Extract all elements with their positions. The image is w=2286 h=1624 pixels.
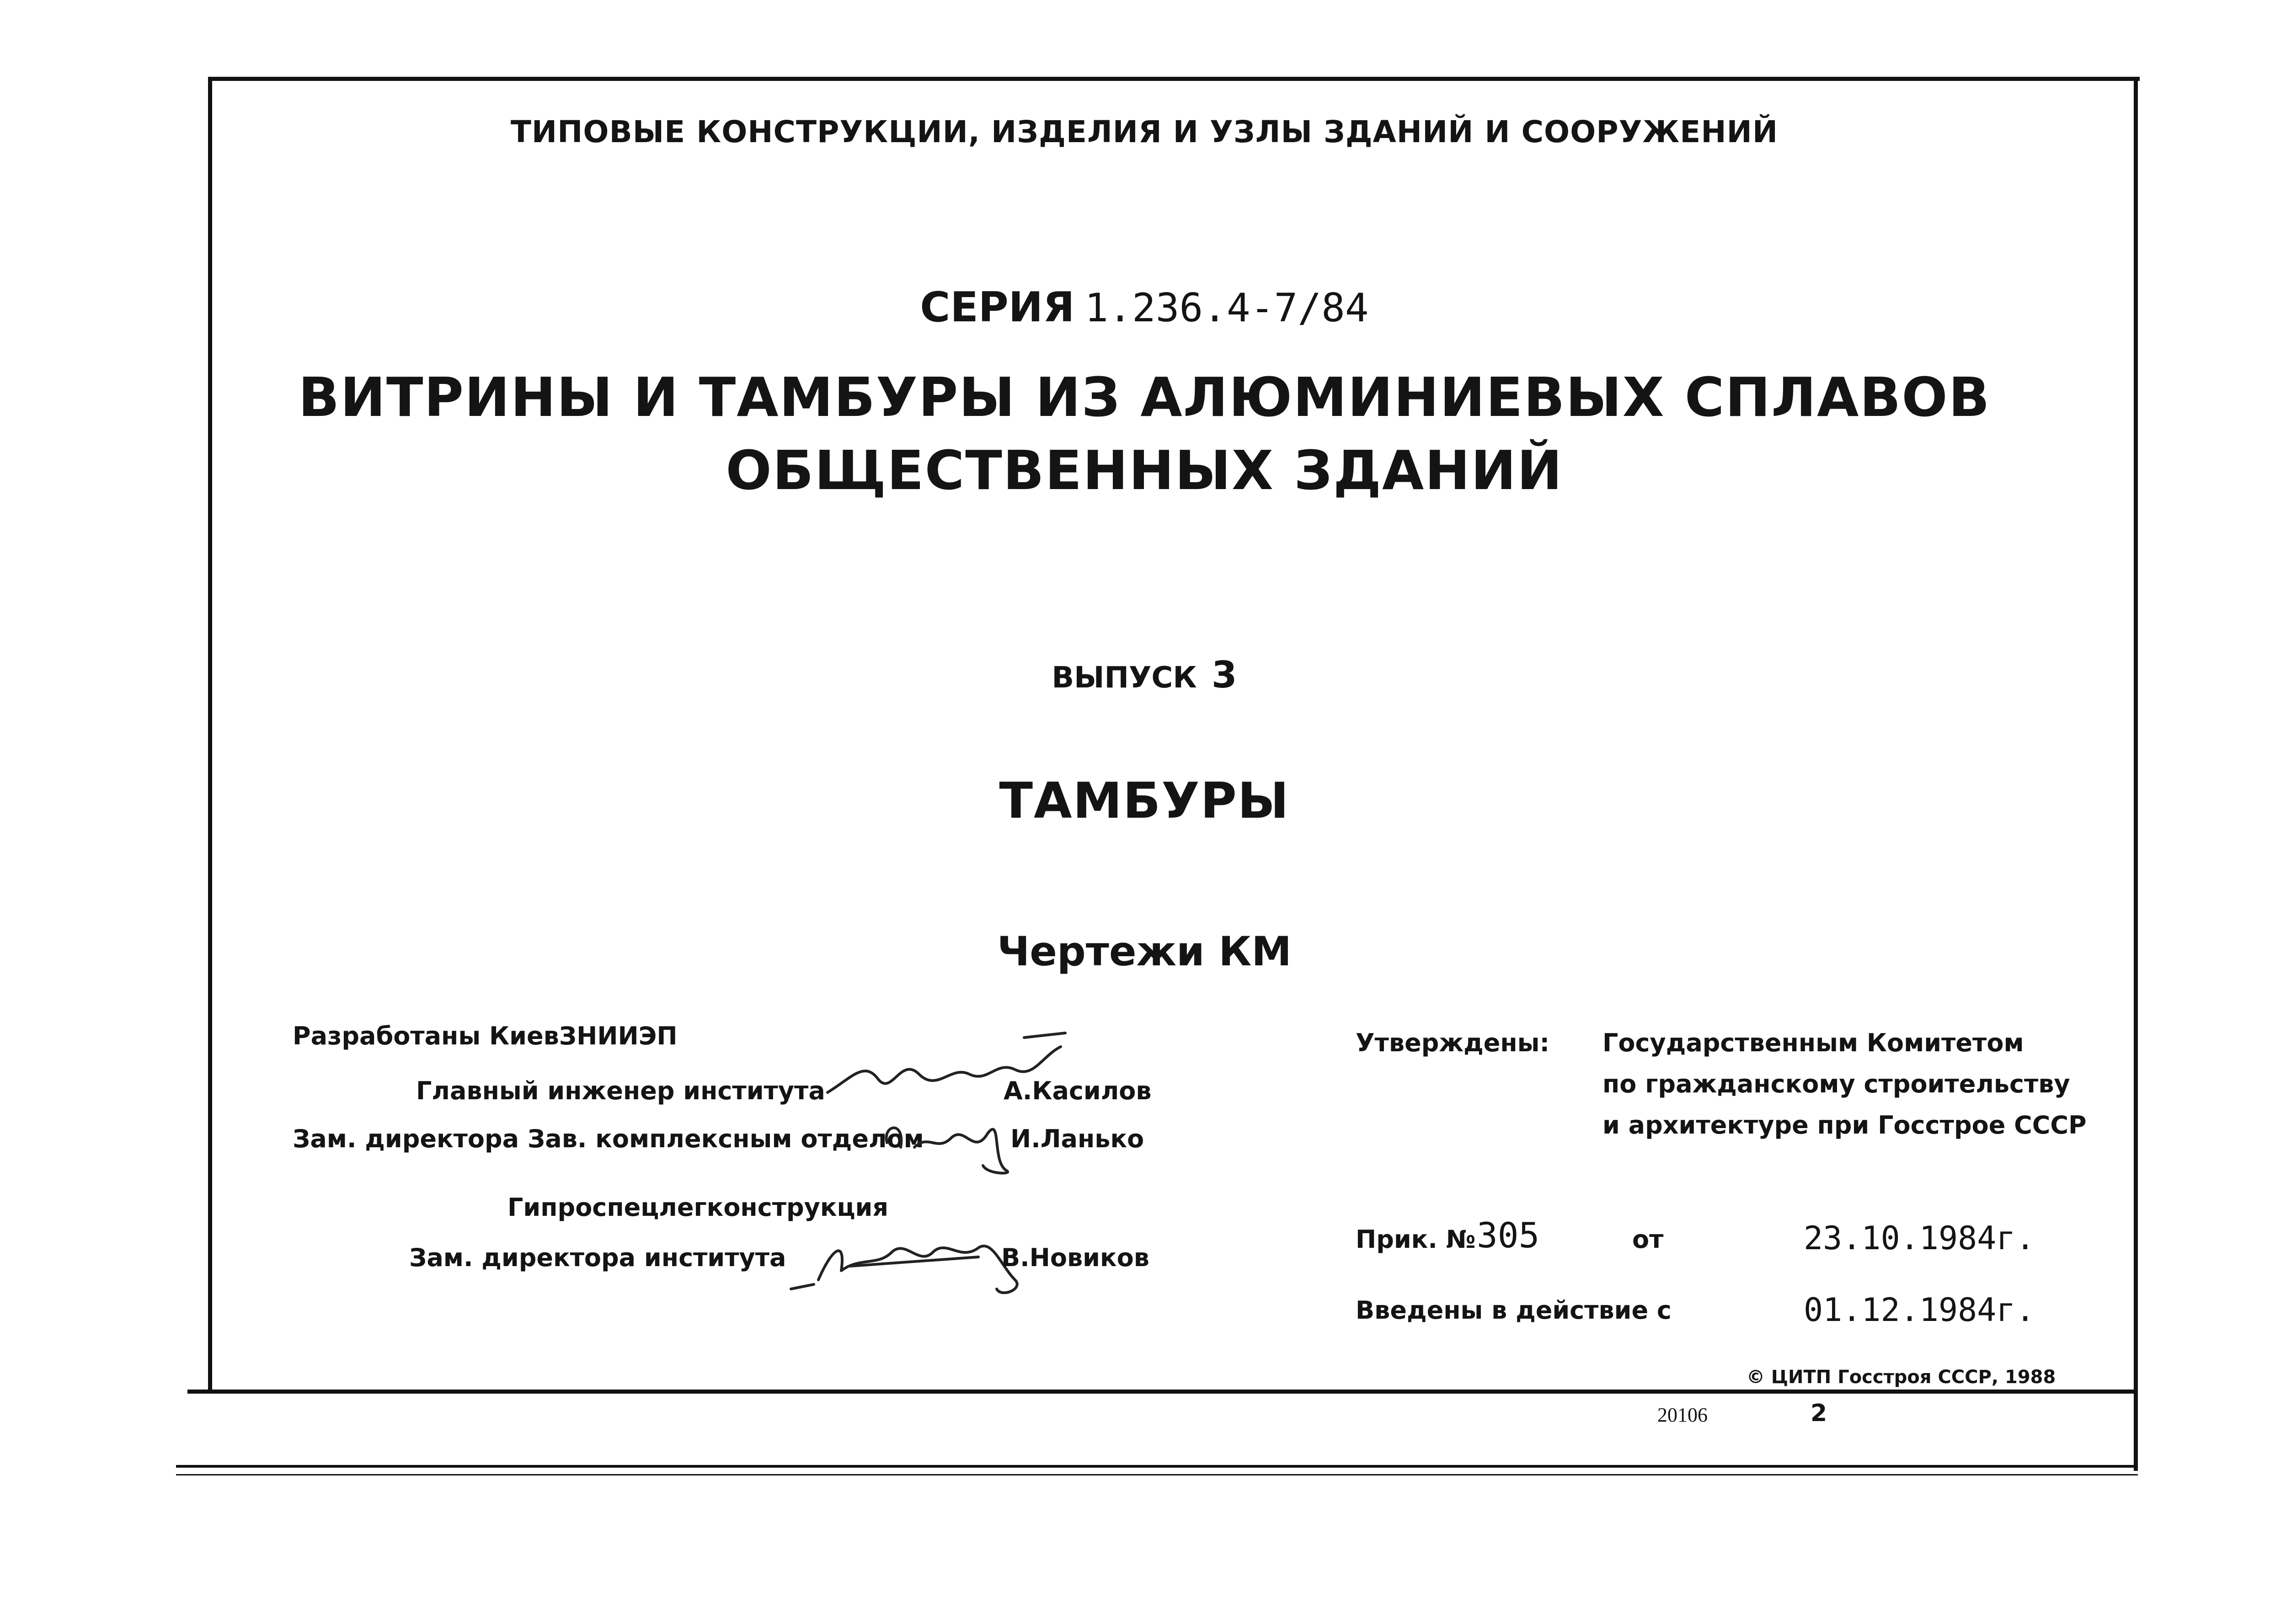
section-title: ТАМБУРЫ: [999, 772, 1290, 830]
effective-date: 01.12.1984г.: [1804, 1291, 2035, 1329]
title-line-2: ОБЩЕСТВЕННЫХ ЗДАНИЙ: [726, 439, 1563, 502]
chief-engineer-name: А.Касилов: [1004, 1076, 1152, 1105]
deputy-institute-role: Зам. директора института: [409, 1243, 786, 1272]
copyright: © ЦИТП Госстроя СССР, 1988: [1747, 1367, 2056, 1388]
order-from: от: [1632, 1225, 1664, 1254]
developed-org-2: Гипроспецлегконструкция: [507, 1193, 889, 1222]
effective-label: Введены в действие с: [1356, 1296, 1672, 1325]
deputy-institute-name: В.Новиков: [1001, 1243, 1149, 1272]
title-line-1: ВИТРИНЫ И ТАМБУРЫ ИЗ АЛЮМИНИЕВЫХ СПЛАВОВ: [298, 366, 1991, 429]
frame-bottom-line: [187, 1390, 2138, 1394]
order-number: 305: [1477, 1215, 1540, 1256]
developed-label: Разработаны: [293, 1022, 481, 1050]
order-label: Прик. №: [1356, 1225, 1476, 1254]
frame-top-line: [208, 77, 2140, 81]
issue-line: [0, 654, 2286, 696]
chief-engineer-role: Главный инженер института: [416, 1076, 825, 1105]
drawings-label: Чертежи КМ: [997, 928, 1292, 975]
deputy-role: Зам. директора Зав. комплексным отделом: [293, 1124, 924, 1153]
issue-label: ВЫПУСК: [1052, 661, 1197, 695]
series-line: [0, 283, 2286, 331]
issue-number: 3: [1211, 654, 1237, 696]
developed-org-1: КиевЗНИИЭП: [489, 1022, 678, 1050]
frame-left-line: [208, 77, 212, 1393]
order-date: 23.10.1984г.: [1804, 1219, 2035, 1257]
signature-lanko: [878, 1106, 1024, 1179]
top-heading: ТИПОВЫЕ КОНСТРУКЦИИ, ИЗДЕЛИЯ И УЗЛЫ ЗДАНИЙ И СООРУЖЕНИЙ: [510, 114, 1779, 149]
series-label: СЕРИЯ: [920, 283, 1075, 331]
authority-line-3: и архитектуре при Госстрое СССР: [1602, 1111, 2087, 1139]
footer-page: 2: [1811, 1400, 1827, 1427]
series-number: 1.236.4-7/84: [1084, 285, 1369, 331]
footer-code: 20106: [1657, 1404, 1708, 1426]
approved-label: Утверждены:: [1356, 1028, 1550, 1057]
authority-line-2: по гражданскому строительству: [1602, 1070, 2070, 1098]
authority-line-1: Государственным Комитетом: [1602, 1028, 2024, 1057]
frame-lower-line: [176, 1465, 2138, 1468]
deputy-name: И.Ланько: [1010, 1124, 1144, 1153]
frame-lower-line-2: [176, 1474, 2138, 1475]
